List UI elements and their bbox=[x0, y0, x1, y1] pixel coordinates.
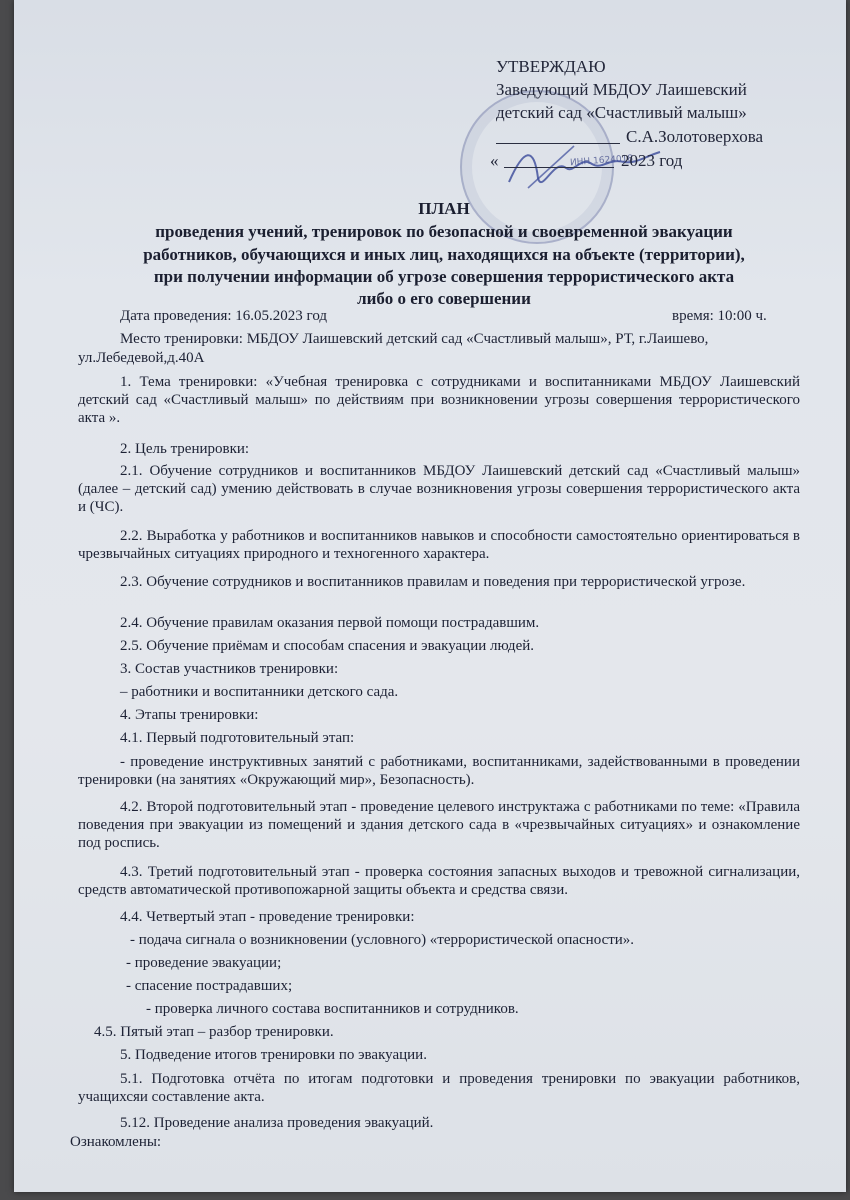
signature-line bbox=[496, 143, 620, 144]
paragraph-4-4-a: - подача сигнала о возникновении (условного) «террористической опасности». bbox=[130, 932, 635, 948]
paragraph-2-2: 2.2. Выработка у работников и воспитанников навыков и способности самостоятельно ориентироваться в чрезвычайных ситуациях природного и техногенного характера. bbox=[78, 528, 800, 562]
paragraph-2-1: 2.1. Обучение сотрудников и воспитанников МБДОУ Лаишевский детский сад «Счастливый малыш» (далее – детский сад) умению действовать в случае возникновения угрозы совершения террористического акта и (ЧС). bbox=[78, 463, 800, 515]
paragraph-4-4: 4.4. Четвертый этап - проведение тренировки: bbox=[120, 909, 415, 925]
paragraph-4-4-c: - спасение пострадавших; bbox=[126, 978, 293, 994]
paragraph-4-1: 4.1. Первый подготовительный этап: bbox=[120, 730, 355, 746]
paragraph-4-1-a: - проведение инструктивных занятий с работниками, воспитанниками, задействованными в проведении тренировки (на занятиях «Окружающий мир», Безопасность). bbox=[78, 754, 800, 788]
paragraph-4-2: 4.2. Второй подготовительный этап - проведение целевого инструктажа с работниками по теме: «Правила поведения при эвакуации из помещений и здания детского сада в «чрезвычайных ситуациях» и ознакомление под роспись. bbox=[78, 799, 800, 851]
paragraph-2-3: 2.3. Обучение сотрудников и воспитанников правилам и поведения при террористической угрозе. bbox=[120, 574, 746, 590]
acknowledged-label: Ознакомлены: bbox=[70, 1134, 162, 1150]
paragraph-4: 4. Этапы тренировки: bbox=[120, 707, 259, 723]
document-sheet bbox=[14, 0, 846, 1192]
approval-position-line2: детский сад «Счастливый малыш» bbox=[496, 103, 747, 122]
paragraph-5: 5. Подведение итогов тренировки по эвакуации. bbox=[120, 1047, 427, 1063]
paragraph-4-4-d: - проверка личного состава воспитанников и сотрудников. bbox=[146, 1001, 519, 1017]
paragraph-2-5: 2.5. Обучение приёмам и способам спасения и эвакуации людей. bbox=[120, 638, 535, 654]
paragraph-4-3: 4.3. Третий подготовительный этап - проверка состояния запасных выходов и тревожной сигнализации, средств автоматической противопожарной защиты объекта и средства связи. bbox=[78, 864, 800, 898]
plan-title: ПЛАН bbox=[418, 199, 470, 218]
paragraph-1: 1. Тема тренировки: «Учебная тренировка с сотрудниками и воспитанниками МБДОУ Лаишевский детский сад «Счастливый малыш» по действиям при возникновении угрозы совершения террористического акта ». bbox=[78, 374, 800, 426]
paragraph-2: 2. Цель тренировки: bbox=[120, 441, 250, 457]
training-place-line1: Место тренировки: МБДОУ Лаишевский детский сад «Счастливый малыш», РТ, г.Лаишево, bbox=[120, 331, 709, 347]
paragraph-4-5: 4.5. Пятый этап – разбор тренировки. bbox=[94, 1024, 334, 1040]
approval-position-line1: Заведующий МБДОУ Лаишевский bbox=[496, 80, 747, 99]
training-time: время: 10:00 ч. bbox=[672, 308, 767, 324]
stamp-text: ИНН 1624018 bbox=[569, 153, 634, 169]
plan-subtitle-line2: работников, обучающихся и иных лиц, находящихся на объекте (территории), bbox=[143, 245, 745, 264]
approval-date-year: 2023 год bbox=[621, 151, 683, 170]
training-place-line2: ул.Лебедевой,д.40А bbox=[78, 350, 205, 366]
paragraph-3: 3. Состав участников тренировки: bbox=[120, 661, 339, 677]
plan-subtitle-line4: либо о его совершении bbox=[357, 289, 531, 308]
paragraph-5-1: 5.1. Подготовка отчёта по итогам подготовки и проведения тренировки по эвакуации работников, учащихсяи составление акта. bbox=[78, 1071, 800, 1105]
training-date: Дата проведения: 16.05.2023 год bbox=[120, 308, 328, 324]
approval-name: С.А.Золотоверхова bbox=[626, 127, 764, 146]
approval-date-open: « bbox=[490, 151, 499, 170]
plan-subtitle-line3: при получении информации об угрозе совершения террористического акта bbox=[153, 267, 735, 286]
paragraph-3-a: – работники и воспитанники детского сада. bbox=[120, 684, 399, 700]
plan-subtitle-line1: проведения учений, тренировок по безопасной и своевременной эвакуации bbox=[155, 222, 733, 241]
paragraph-2-4: 2.4. Обучение правилам оказания первой помощи пострадавшим. bbox=[120, 615, 540, 631]
date-line bbox=[504, 167, 614, 168]
paragraph-4-4-b: - проведение эвакуации; bbox=[126, 955, 282, 971]
approval-heading: УТВЕРЖДАЮ bbox=[496, 57, 606, 76]
paragraph-5-12: 5.12. Проведение анализа проведения эвакуаций. bbox=[120, 1115, 434, 1131]
